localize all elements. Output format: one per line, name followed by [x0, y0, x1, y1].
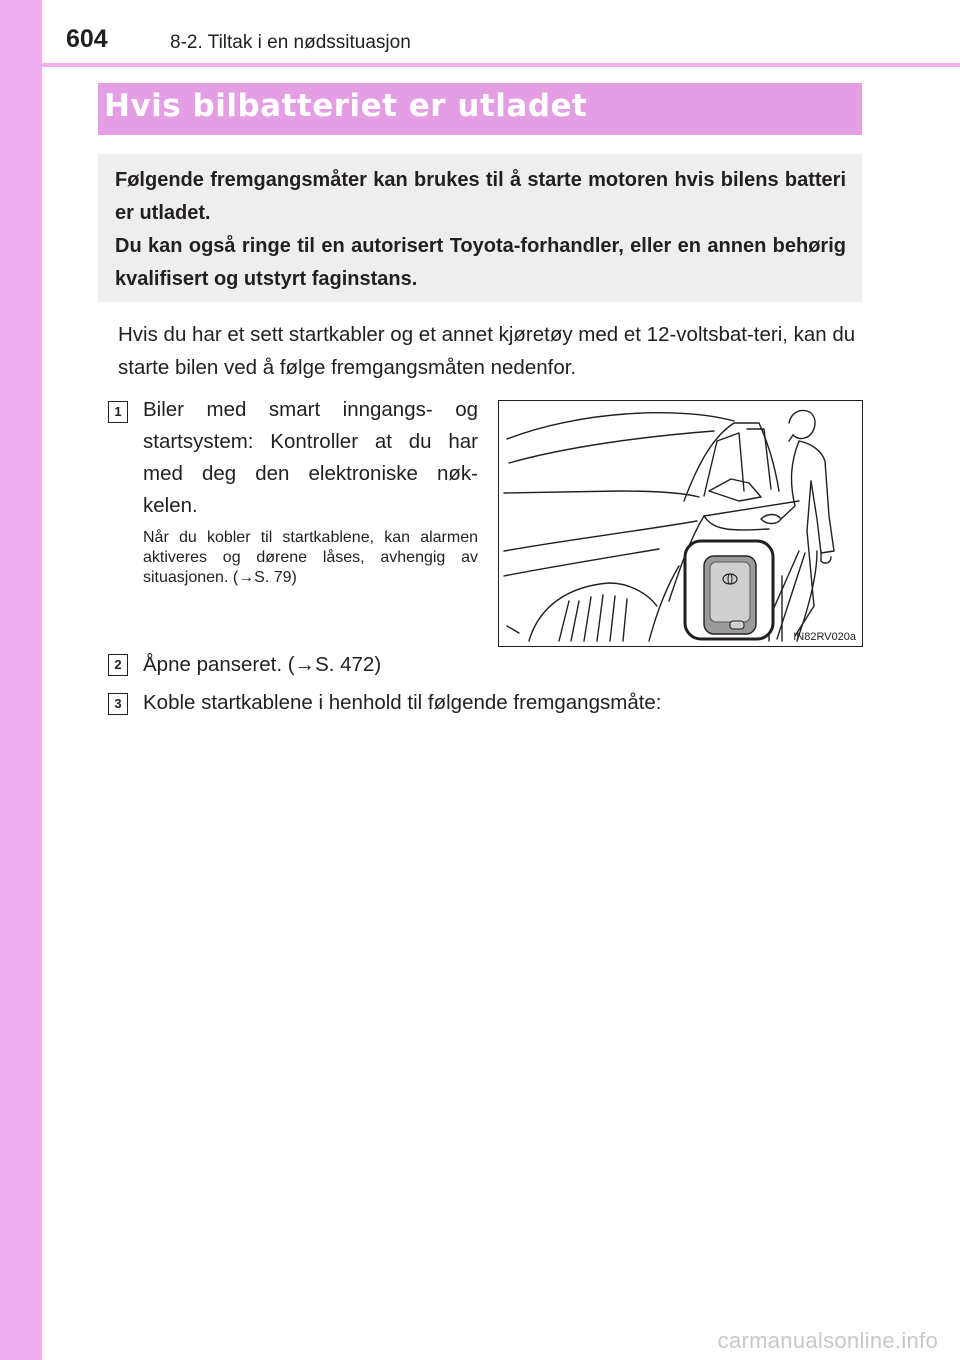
intro-line-2: Du kan også ringe til en autorisert Toyota-forhandler, eller en annen behørig kvalifisert og utstyrt faginstans.: [115, 235, 846, 290]
watermark: carmanualsonline.info: [717, 1328, 938, 1353]
intro-text: [115, 164, 846, 296]
step-marker-1: 1: [108, 401, 128, 423]
figure-code: IN82RV020a: [793, 631, 856, 643]
step-3-text: Koble startkablene i henhold til følgende fremgangsmåte:: [143, 691, 662, 714]
header-rule: [42, 63, 960, 67]
page-number: 604: [66, 25, 108, 53]
intro-line-1: Følgende fremgangsmåter kan brukes til å starte motoren hvis bilens batteri er utladet.: [115, 169, 846, 224]
step-2-text: Åpne panseret. (→S. 472): [143, 653, 382, 676]
smart-key-illustration: [498, 400, 863, 647]
body-paragraph: Hvis du har et sett startkabler og et annet kjøretøy med et 12-voltsbat-teri, kan du starte bilen ved å følge fremgangsmåten nedenfor.: [118, 323, 856, 379]
page-title: Hvis bilbatteriet er utladet: [104, 88, 588, 124]
step-marker-2: 2: [108, 654, 128, 676]
step-1-note: Når du kobler til startkablene, kan alarmen aktiveres og dørene låses, avhengig av situasjonen. (→S. 79): [143, 529, 478, 586]
step-1-text: Biler med smart inngangs- og startsystem: Kontroller at du har med deg den elektroniske nøk-kelen.: [143, 398, 478, 517]
step-marker-3: 3: [108, 693, 128, 715]
person-with-smart-key-icon: [499, 401, 862, 646]
section-label: 8-2. Tiltak i en nødssituasjon: [170, 32, 411, 53]
side-tab-bar: [0, 0, 42, 1360]
